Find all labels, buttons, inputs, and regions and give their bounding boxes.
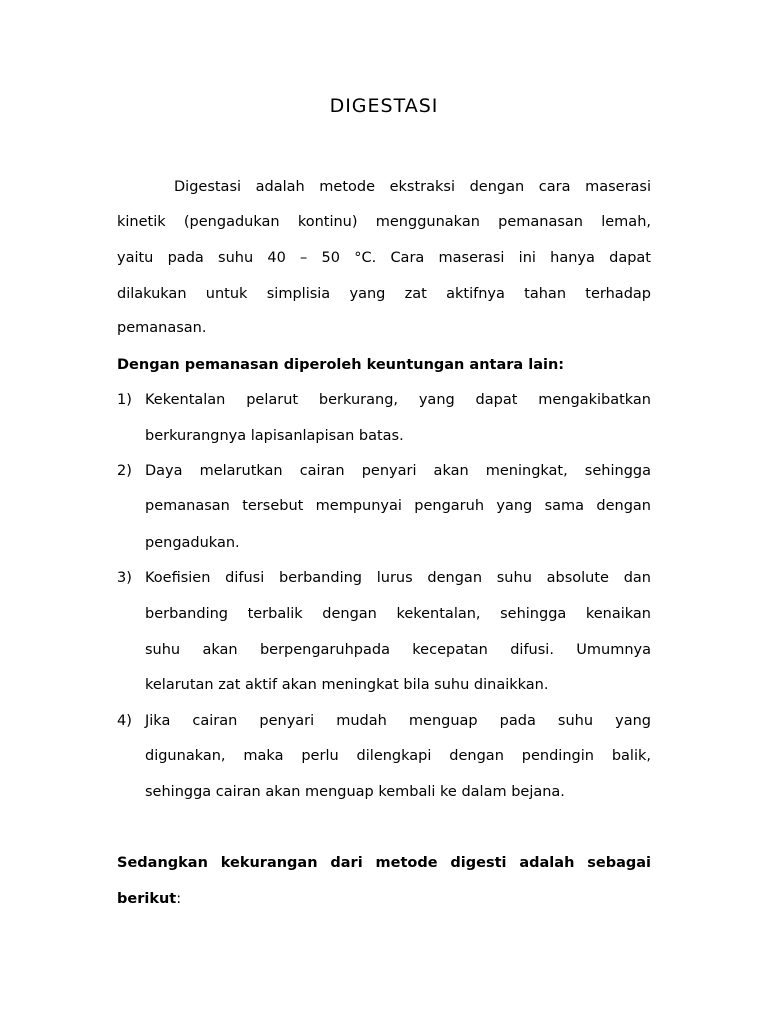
list-item-line: Jika cairan penyari mudah menguap pada suhu yang: [145, 713, 651, 729]
list-item-line: suhu akan berpengaruhpada kecepatan difusi. Umumnya: [145, 642, 651, 658]
disadvantages-heading-line-1: Sedangkan kekurangan dari metode digesti adalah sebagai: [117, 855, 651, 871]
list-item-number: 2): [117, 463, 132, 479]
intro-line-2: kinetik (pengadukan kontinu) menggunakan pemanasan lemah,: [117, 214, 651, 230]
list-item-line: Daya melarutkan cairan penyari akan meningkat, sehingga: [145, 463, 651, 479]
list-item-number: 3): [117, 570, 132, 586]
disadvantages-heading-bold: berikut: [117, 891, 177, 907]
list-item-line: sehingga cairan akan menguap kembali ke dalam bejana.: [145, 784, 565, 800]
list-item-line: pengadukan.: [145, 535, 240, 551]
list-item-line: berkurangnya lapisanlapisan batas.: [145, 428, 404, 444]
disadvantages-heading-colon: :: [176, 891, 182, 907]
intro-line-3: yaitu pada suhu 40 – 50 °C. Cara maserasi ini hanya dapat: [117, 250, 651, 266]
document-title: DIGESTASI: [329, 95, 439, 117]
list-item-line: pemanasan tersebut mempunyai pengaruh yang sama dengan: [145, 498, 651, 514]
list-item-line: kelarutan zat aktif akan meningkat bila suhu dinaikkan.: [145, 677, 549, 693]
intro-line-1: Digestasi adalah metode ekstraksi dengan cara maserasi: [174, 179, 651, 195]
intro-line-4: dilakukan untuk simplisia yang zat aktifnya tahan terhadap: [117, 286, 651, 302]
list-item-number: 4): [117, 713, 132, 729]
disadvantages-heading-line-2: [117, 889, 651, 909]
list-item-line: Kekentalan pelarut berkurang, yang dapat mengakibatkan: [145, 392, 651, 408]
list-item-number: 1): [117, 392, 132, 408]
list-item-line: Koefisien difusi berbanding lurus dengan suhu absolute dan: [145, 570, 651, 586]
intro-line-5: pemanasan.: [117, 320, 207, 336]
list-item-line: berbanding terbalik dengan kekentalan, sehingga kenaikan: [145, 606, 651, 622]
advantages-heading: Dengan pemanasan diperoleh keuntungan antara lain:: [117, 357, 565, 373]
list-item-line: digunakan, maka perlu dilengkapi dengan pendingin balik,: [145, 748, 651, 764]
